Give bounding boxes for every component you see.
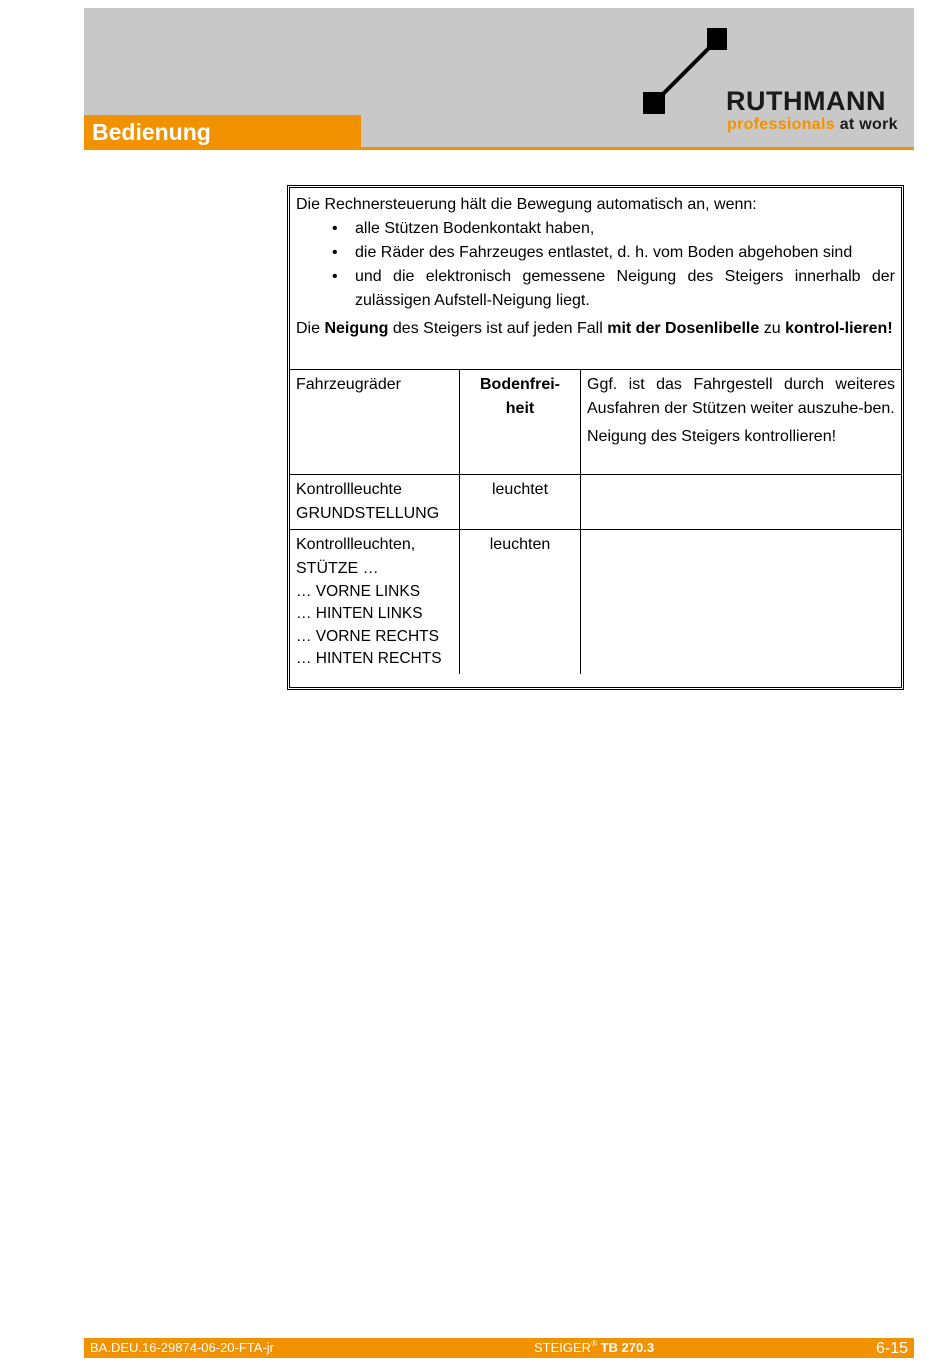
product-name: STEIGER® TB 270.3 xyxy=(534,1339,655,1355)
row-state: leuchtet xyxy=(460,474,581,529)
content-frame xyxy=(287,185,904,690)
page-footer xyxy=(84,1338,914,1358)
row-action xyxy=(581,474,902,529)
logo-wordmark: RUTHMANN xyxy=(726,86,886,116)
logo-tagline xyxy=(727,116,898,134)
row-state: Bodenfrei- heit xyxy=(460,370,581,474)
row-action: Ggf. ist das Fahrgestell durch weiteres Ausfahren der Stützen weiter auszuhe-ben. Neigung des Steigers kontrollieren! xyxy=(581,370,902,474)
inclination-note: Die Neigung des Steigers ist auf jeden Fall mit der Dosenlibelle zu kontrol-lieren! xyxy=(296,320,893,337)
condition-item: • alle Stützen Bodenkontakt haben, xyxy=(296,217,895,241)
row-action xyxy=(581,529,902,674)
logo-mark-icon xyxy=(640,26,740,118)
intro-lead: Die Rechnersteuerung hält die Bewegung automatisch an, wenn: xyxy=(296,196,757,213)
row-item: Fahrzeugräder xyxy=(296,376,401,393)
row-state: leuchten xyxy=(460,529,581,674)
condition-item: • und die elektronisch gemessene Neigung des Steigers innerhalb der zulässigen Aufstell-Neigung liegt. xyxy=(296,265,895,313)
condition-item: • die Räder des Fahrzeuges entlastet, d. h. vom Boden abgehoben sind xyxy=(296,241,895,265)
row-item: Kontrollleuchte GRUNDSTELLUNG xyxy=(290,474,460,529)
table-row xyxy=(290,529,901,674)
logo-tagline-b: at work xyxy=(839,116,898,133)
logo-tagline-a: professionals xyxy=(727,116,835,133)
table-row xyxy=(290,474,901,529)
doc-code: BA.DEU.16-29874-06-20-FTA-jr xyxy=(90,1340,274,1355)
ruthmann-logo xyxy=(640,26,912,138)
row-item: Kontrollleuchten, STÜTZE … … VORNE LINKS … HINTEN LINKS … VORNE RECHTS … HINTEN RECHTS xyxy=(290,529,460,674)
page-number: 6-15 xyxy=(875,1340,908,1357)
section-title: Bedienung xyxy=(84,115,361,150)
intro-block xyxy=(290,188,901,370)
table-row xyxy=(290,370,901,474)
status-table xyxy=(290,370,901,674)
condition-list xyxy=(296,217,895,313)
